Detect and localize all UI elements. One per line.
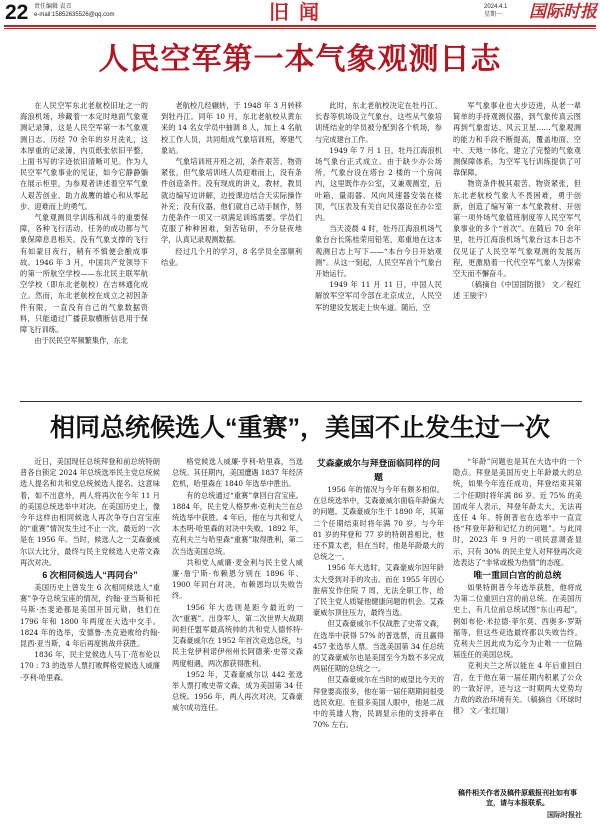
editor-email: e-mail:15852635526@qq.com <box>34 12 115 18</box>
story1-column-2 <box>161 100 302 362</box>
paragraph: 但艾森豪威尔在当时的威望比今天的拜登要高很多，他在第一届任期期间很受选民欢迎。在很多美国人眼中，他是二战中的英雄人物，民调显示他的支持率在 70% 左右。 <box>313 675 444 730</box>
paragraph: 克利夫兰之所以能在 4 年后重回白宫，在于他在第一届任期内积累了公众的一致好评，还与这一时期两大党势均力敌的政治环境有关。（稿摘自《环球时报》 文／张红瑞） <box>453 661 582 716</box>
paragraph: 共和党人威廉·麦金利与民主党人威廉·詹宁斯·布赖恩分别在 1896 年、1900 年同台对决，布赖恩均以失败告终。 <box>172 557 303 601</box>
editor-line: 责任编辑 袁丑 <box>34 4 72 10</box>
page-number: 22 <box>5 1 29 24</box>
story2-column-4 <box>453 456 582 786</box>
paragraph: 气象培训班开班之初，条件艰苦、物资紧张，但气象培训班人员迎难而上，没有条件创造条件。没有现成的讲义，教材，教员就边编写边讲解，边授课边结合天实际操作补充；没有仪器，他们就自己动手制作，努力使条件一项又一项满足训练需要。学员们克服了种种困难，刻苦钻研，不分昼夜地学，认真记录观测数据。 <box>161 157 302 245</box>
paragraph: 如果特朗普今年选举获胜，他将成为第二位重回白宫的前总统。在美国历史上，有几位前总统试图“东山再起”，例如布伦·米拉德·菲尔莫、西奥多·罗斯福等，但这些竞选最终都以失败告终。克利夫兰因此成为迄今为止唯一一位隔届连任的美国总统。 <box>453 583 582 660</box>
story2-column-3 <box>313 456 444 830</box>
paragraph: “年龄”问题也是其在大选中的一个隐点。拜登是美国历史上年龄最大的总统，如果今年连任成功，拜登结束其第二个任期时将年满 86 岁。近 75% 的美国成年人表示，拜登年龄太大，无法再连任 4 年。特朗普也在选举中一直宣扬“拜登年龄和记忆力的问题”。与此同时，2023 年 9 月的一项民意调查显示，只有 30% 的民主党人对拜登再次竞选表达了“非常或极为热情”的态度。 <box>453 457 582 567</box>
story1-column-1 <box>20 100 148 400</box>
paragraph: 由于民民空军频繁集作，东北 <box>34 336 128 346</box>
paragraph: 1956 年大选则是距今最近的一次“重赛”。出身军人、第二次世界大战期间担任盟军最高统帅的共和党人德怀特·艾森豪威尔在 1952 年首次竞选总统，与民主党伊利诺伊州州长阿德莱·史蒂文森两度相遇，两次都获得胜利。 <box>172 602 303 668</box>
paragraph: 老航校几经辗转，于 1948 年 3 月转移到牡丹江。同年 10 月，东北老航校从黄东来的 14 名女学员中抽调 8 人，加上 4 名航校工作人员，共同组成气象培训班，筹建气象站。 <box>161 101 302 155</box>
subheading: 唯一重回白宫的前总统 <box>473 570 562 581</box>
paragraph: 1956 年大选时，艾森豪威尔因年龄太大受到对手的攻击。而在 1955 年因心脏病发作住院 7 周，无法全职工作，给了民主党人质疑他健康问题的机会。艾森豪威尔顶住压力，最终当选。 <box>313 563 444 618</box>
paragraph: 1949 年 11 月 11 日，中国人民解放军空军司令部在北京成立，人民空军的建设发展走上快车道。随后，空 <box>315 280 442 312</box>
paragraph: 美国历史上曾发生 6 次相同候选人“重赛”争夺总统宝座的情况，约翰·亚当斯和托马斯·杰斐逊都是美国开国元勋，他们在 1796 年和 1800 年两度在大选中交手。1824 年的选举，安德鲁·杰克逊败给约翰·昆西·亚当斯，4 年后再度挑战并获胜。 <box>20 583 160 649</box>
story-divider <box>20 401 582 402</box>
paragraph: 经过几个月的学习，8 名学员全部顺利结业。 <box>161 246 302 267</box>
paragraph: 在人民空军东北老航校旧址之一的海浪机场，珍藏着一本定时地面气象观测记录簿，这是人民空军第一本气象观测日志。历经 70 余年的岁月洗礼，这本厚重的记录簿，内页纸张依旧平整，上面书写的字迹依旧清晰可见。作为人民空军气象事业的见证，如今它静静躺在展示柜里，为参观者讲述着空军气象人艰苦创业、助力战鹰的雄心和从零起步、迎难而上的勇气。 <box>20 101 148 211</box>
paragraph: 1836 年，民主党候选人马丁·范布伦以 170 : 73 的选举人票打败辉格党候选人威廉·亨利·哈里森。 <box>20 650 160 682</box>
subheading: 艾森豪威尔与拜登面临同样的问题 <box>316 458 441 482</box>
paragraph: 1949 年 7 月 1 日，牡丹江海浪机场气象台正式成立。由于缺少办公场所，气象台设在塔台 2 楼的一个房间内，这里既作办公室，又兼观测室，后叶箱、量雨器、风向风速器安装在楼顶，气压表及有关自记仪器设在办公室内。 <box>315 145 442 223</box>
paragraph: 当天凌晨 4 时，牡丹江海浪机场气象台台长陈桂荣用铅笔，郑重地在这本观测日志上写下——“本台今日开始观测”。从这一刻起，人民空军首个气象台开始运行。 <box>315 224 442 279</box>
paragraph: 1956 年的情况与今年有颇多相似。在总统选举中，艾森豪威尔面临年龄偏大的问题。艾森豪威尔生于 1890 年，其第二个任期结束时将年满 70 岁。与今年 81 岁的拜登和 77 岁的特朗普相比，他还不算太老，但在当时，他是年龄最大的总统之一。 <box>313 485 444 562</box>
notice-signature: 国际时报社 <box>547 812 582 819</box>
paper-logo: 国际时报 <box>529 2 597 22</box>
subheading: 6 次相同候选人“再同台” <box>42 570 138 581</box>
header-rule <box>4 25 596 27</box>
editor-info <box>34 3 114 19</box>
story2-column-1 <box>20 456 160 830</box>
paragraph: 物资条件极其艰苦、物资紧张，但东北老航校气象人不畏困难，勇于创新，创造了编写第一本气象教材、开创第一项外场气象值班制度等人民空军气象事业的多个“首次”。在随后 70 余年里，牡丹江海浪机场气象台这本日志不仅见证了人民空军气象观测的发展历程，更激励着一代代空军气象人为探索空天而不懈奋斗。 <box>453 179 581 279</box>
paragraph: 格党候选人威廉·亨利·哈里森，当选总统。其任期内，美国遭遇 1837 年经济危机，哈里森在 1840 年选举中胜出。 <box>172 457 303 489</box>
date: 2024.4.1 <box>484 4 508 10</box>
story1-column-4 <box>453 100 581 400</box>
paragraph: 有的总统通过“重赛”拿回白宫宝座。1884 年，民主党人格罗弗·克利夫兰在总统选举中获胜。4 年后，他在与共和党人本杰明·哈里森的对决中失败。1892 年，克利夫兰与哈里森“重赛”取得胜利，第二次当选美国总统。 <box>172 490 303 556</box>
weekday: 星期一 <box>484 12 503 18</box>
paragraph: 军气象事业也大步迈进，从老一辈简单的手持观测仪器，到气象传真云图再到气象雷达、风云卫星……气象观测的能力和手段不断提高，覆盖地面、空中、天地一体化，建立了完整的气象观测保障体系，为空军飞行训练提供了可靠保障。 <box>453 101 581 178</box>
paragraph: 此时，东北老航校决定在牡丹江、长春等机场设立气象台，这些从气象培训班结业的学员被分配到各个机场，参与完成建台工作。 <box>315 101 442 144</box>
paragraph: 但艾森豪威尔不仅战胜了史蒂文森，在选举中获得 57% 的普选票，而且赢得 457 张选举人票。当选美国第 34 任总统的艾森豪威尔也是美国至今为数不多完成两届任期的总统之一。 <box>313 619 444 674</box>
story1-column-3 <box>315 100 442 362</box>
section-title: 旧闻 <box>269 0 329 24</box>
source-credit: （稿摘自《中国国防报》 文／程红述 王骏宇） <box>453 280 581 301</box>
story2-column-2 <box>172 456 303 830</box>
paragraph: 1952 年，艾森豪威尔以 442 张选举人票打败史蒂文森，成为美国第 34 任总统。1956 年，两人再次对决，艾森豪威尔成功连任。 <box>172 669 303 713</box>
notice-box <box>453 789 582 829</box>
story2-headline: 相同总统候选人“重赛”，美国不止发生过一次 <box>49 414 550 442</box>
notice-text: 稿件相关作者及稿件原载报刊社如有事宜，请与本报联系。 <box>458 790 577 807</box>
paragraph: 气象观测员学训练和战斗的重要保障，各种飞行活动、任务的成功都与气象保障息息相关。没有气象支撑的飞行有如蒙目夜行，稍有不慎便会酿成事故。1946 年 3 月，中国共产党领导下的第一所航空学校——东北民主联军航空学校（即东北老航校）在吉林通化成立。然而，东北老航校在成立之初因条件有限，一直没有自己的气象数据资料，只能通过广播获取横断信息用于保障飞行训练。 <box>20 213 148 335</box>
date-info <box>484 3 507 19</box>
header-rule-thin <box>4 28 596 29</box>
paragraph: 近日，美国现任总统拜登和前总统特朗普各自锁定 2024 年总统选举民主党总统候选人提名和共和党总统候选人提名。这意味着，如不出意外，两人将再次在今年 11 月的美国总统选举中对决。在美国历史上，像今年这样由相同候选人再次争夺白宫宝座的“重赛”情况发生过不止一次，最近的一次是在 1956 年。当时，候选人之一艾森豪威尔以大比分，最终与民主党候选人史蒂文森再次对决。 <box>20 457 160 567</box>
story1-headline: 人民空军第一本气象观测日志 <box>98 43 502 76</box>
